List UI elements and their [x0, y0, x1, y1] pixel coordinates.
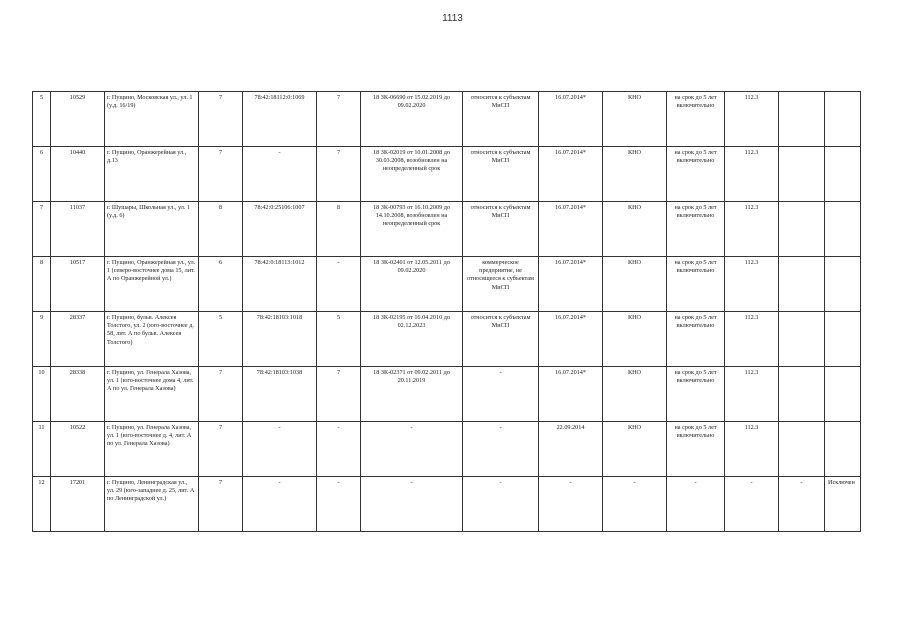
- code-cell: 112.3: [725, 422, 779, 477]
- contract-cell: -: [361, 422, 463, 477]
- code-cell: 112.3: [725, 257, 779, 312]
- cadastral-number-cell: 78:42:0:25106:1007: [243, 202, 317, 257]
- table-row: [33, 257, 861, 312]
- term-cell: на срок до 5 лет включительно: [667, 312, 725, 367]
- kind-cell: -: [603, 477, 667, 532]
- term-cell: на срок до 5 лет включительно: [667, 422, 725, 477]
- table-row: [33, 312, 861, 367]
- extra-cell: [779, 147, 825, 202]
- contract-cell: 18 ЗК-02401 от 12.05.2011 до 09.02.2020: [361, 257, 463, 312]
- extra-cell: -: [779, 477, 825, 532]
- count-cell: 7: [199, 147, 243, 202]
- date-cell: 16.07.2014*: [539, 312, 603, 367]
- register-rows: [33, 92, 861, 532]
- date-cell: -: [539, 477, 603, 532]
- address-cell: г. Пущино, Московская ул., ул. 1 (у.д. 16/19): [105, 92, 199, 147]
- term-cell: на срок до 5 лет включительно: [667, 367, 725, 422]
- count-cell-2: 8: [317, 202, 361, 257]
- note-cell: [825, 367, 861, 422]
- date-cell: 16.07.2014*: [539, 367, 603, 422]
- note-cell: Исключен: [825, 477, 861, 532]
- table-row: [33, 92, 861, 147]
- code-cell: 112.3: [725, 202, 779, 257]
- object-id-cell: 10440: [51, 147, 105, 202]
- table-row: [33, 477, 861, 532]
- count-cell: 7: [199, 422, 243, 477]
- status-cell: относится к субъектам МиСП: [463, 92, 539, 147]
- status-cell: относится к субъектам МиСП: [463, 312, 539, 367]
- status-cell: -: [463, 477, 539, 532]
- code-cell: -: [725, 477, 779, 532]
- code-cell: 112.3: [725, 92, 779, 147]
- object-id-cell: 10529: [51, 92, 105, 147]
- extra-cell: [779, 422, 825, 477]
- extra-cell: [779, 202, 825, 257]
- table-row: [33, 202, 861, 257]
- object-id-cell: 10522: [51, 422, 105, 477]
- row-number-cell: 10: [33, 367, 51, 422]
- code-cell: 112.3: [725, 367, 779, 422]
- kind-cell: КНО: [603, 312, 667, 367]
- address-cell: г. Шушары, Школьная ул., ул. 1 (у.д. 6): [105, 202, 199, 257]
- address-cell: г. Пущино, ул. Генерала Хазова, ул. 1 (юго-восточнее д. 4, лит. А по ул. Генерала Хазова): [105, 422, 199, 477]
- term-cell: на срок до 5 лет включительно: [667, 147, 725, 202]
- row-number-cell: 12: [33, 477, 51, 532]
- contract-cell: 18 ЗК-02195 от 16.04.2010 до 02.12.2023: [361, 312, 463, 367]
- note-cell: [825, 422, 861, 477]
- status-cell: -: [463, 422, 539, 477]
- status-cell: относится к субъектам МиСП: [463, 147, 539, 202]
- note-cell: [825, 92, 861, 147]
- row-number-cell: 8: [33, 257, 51, 312]
- kind-cell: КНО: [603, 367, 667, 422]
- object-id-cell: 10517: [51, 257, 105, 312]
- count-cell: 7: [199, 92, 243, 147]
- table-row: [33, 422, 861, 477]
- term-cell: -: [667, 477, 725, 532]
- count-cell: 8: [199, 202, 243, 257]
- address-cell: г. Пущино, Оранжерейная ул., д.13: [105, 147, 199, 202]
- register-table: [32, 91, 861, 532]
- count-cell: 5: [199, 312, 243, 367]
- date-cell: 16.07.2014*: [539, 92, 603, 147]
- cadastral-number-cell: 78:42:18112:0:1069: [243, 92, 317, 147]
- extra-cell: [779, 367, 825, 422]
- object-id-cell: 17201: [51, 477, 105, 532]
- count-cell-2: -: [317, 477, 361, 532]
- count-cell: 7: [199, 477, 243, 532]
- extra-cell: [779, 257, 825, 312]
- count-cell: 6: [199, 257, 243, 312]
- count-cell-2: 7: [317, 367, 361, 422]
- address-cell: г. Пущино, бульв. Алексея Толстого, ул. 2 (юго-восточнее д. 58, лит. А по бульв. Алексея Толстого): [105, 312, 199, 367]
- date-cell: 22.09.2014: [539, 422, 603, 477]
- cadastral-number-cell: 78:42:0:18113:1012: [243, 257, 317, 312]
- term-cell: на срок до 5 лет включительно: [667, 202, 725, 257]
- cadastral-number-cell: -: [243, 147, 317, 202]
- status-cell: -: [463, 367, 539, 422]
- date-cell: 16.07.2014*: [539, 257, 603, 312]
- count-cell-2: -: [317, 422, 361, 477]
- address-cell: г. Пущино, ул. Генерала Хазова, ул. 1 (юго-восточнее дома 4, лит. А по ул. Генерала Хазова): [105, 367, 199, 422]
- code-cell: 112.3: [725, 147, 779, 202]
- row-number-cell: 7: [33, 202, 51, 257]
- status-cell: коммерческое предприятие, не относящееся к субъектам МиСП: [463, 257, 539, 312]
- contract-cell: -: [361, 477, 463, 532]
- object-id-cell: 28338: [51, 367, 105, 422]
- date-cell: 16.07.2014*: [539, 202, 603, 257]
- term-cell: на срок до 5 лет включительно: [667, 92, 725, 147]
- count-cell-2: 7: [317, 92, 361, 147]
- address-cell: г. Пущино, Ленинградская ул., ул. 29 (юго-западнее д. 25, лит. А по Ленинградской ул.): [105, 477, 199, 532]
- kind-cell: КНО: [603, 257, 667, 312]
- code-cell: 112.3: [725, 312, 779, 367]
- contract-cell: 18 ЗК-00793 от 16.10.2009 до 14.10.2008, возобновлен на неопределенный срок: [361, 202, 463, 257]
- row-number-cell: 9: [33, 312, 51, 367]
- cadastral-number-cell: -: [243, 422, 317, 477]
- table-row: [33, 147, 861, 202]
- date-cell: 16.07.2014*: [539, 147, 603, 202]
- table-row: [33, 367, 861, 422]
- count-cell-2: 5: [317, 312, 361, 367]
- note-cell: [825, 202, 861, 257]
- address-cell: г. Пущино, Оранжерейная ул., ул. 1 (северо-восточнее дома 15, лит. А по Оранжерейной ул.): [105, 257, 199, 312]
- kind-cell: КНО: [603, 147, 667, 202]
- note-cell: [825, 147, 861, 202]
- contract-cell: 18 ЗК-06690 от 15.02.2019 до 09.02.2020: [361, 92, 463, 147]
- cadastral-number-cell: 78:42:18103:1038: [243, 367, 317, 422]
- status-cell: относится к субъектам МиСП: [463, 202, 539, 257]
- kind-cell: КНО: [603, 92, 667, 147]
- row-number-cell: 6: [33, 147, 51, 202]
- kind-cell: КНО: [603, 422, 667, 477]
- extra-cell: [779, 312, 825, 367]
- note-cell: [825, 257, 861, 312]
- row-number-cell: 5: [33, 92, 51, 147]
- count-cell-2: 7: [317, 147, 361, 202]
- cadastral-number-cell: 78:42:18103:1018: [243, 312, 317, 367]
- note-cell: [825, 312, 861, 367]
- extra-cell: [779, 92, 825, 147]
- page-number: 1113: [442, 13, 463, 24]
- row-number-cell: 11: [33, 422, 51, 477]
- contract-cell: 18 ЗК-02371 от 09.02.2011 до 20.11.2019: [361, 367, 463, 422]
- object-id-cell: 28337: [51, 312, 105, 367]
- term-cell: на срок до 5 лет включительно: [667, 257, 725, 312]
- count-cell-2: -: [317, 257, 361, 312]
- kind-cell: КНО: [603, 202, 667, 257]
- contract-cell: 18 ЗК-02019 от 10.01.2008 до 30.03.2008, возобновлен на неопределенный срок: [361, 147, 463, 202]
- cadastral-number-cell: -: [243, 477, 317, 532]
- count-cell: 7: [199, 367, 243, 422]
- object-id-cell: 11037: [51, 202, 105, 257]
